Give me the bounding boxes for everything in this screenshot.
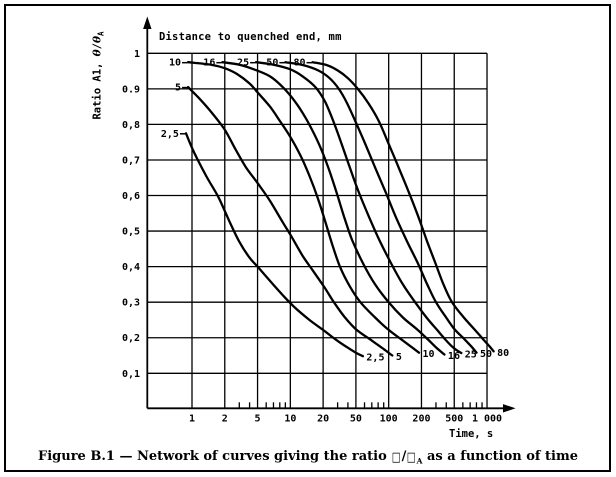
- theta-symbol: θ: [91, 35, 104, 43]
- x-tick-label: 200: [412, 413, 431, 425]
- x-tick-label: 5: [254, 413, 261, 425]
- caption-slash: /: [401, 449, 407, 464]
- x-tick-label: 20: [317, 413, 330, 425]
- curve-25mm: [256, 62, 461, 353]
- curve-2-5mm: [186, 133, 363, 356]
- caption-subscript: A: [416, 456, 423, 466]
- x-tick-label: 10: [284, 413, 297, 425]
- y-tick-label: 0,1: [121, 368, 140, 380]
- figure-caption: [0, 449, 616, 466]
- x-tick-label: 50: [349, 413, 362, 425]
- y-tick-label: 0,2: [121, 333, 140, 345]
- curve-start-label-curve-2-5mm: 2,5: [160, 128, 179, 140]
- curve-end-label-curve-50mm: 50: [479, 349, 493, 361]
- curve-start-label-curve-5mm: 5: [175, 82, 182, 94]
- theta-subscript: A: [96, 31, 106, 36]
- theta-symbol: θ: [91, 49, 104, 57]
- y-axis-arrow: [143, 17, 151, 30]
- curve-end-label-curve-5mm: 5: [395, 352, 402, 364]
- curve-start-label-curve-10mm: 10: [169, 57, 182, 69]
- y-tick-label: 1: [133, 48, 140, 60]
- curve-end-label-curve-16mm: 16: [447, 350, 460, 362]
- x-axis-arrow: [503, 404, 516, 412]
- x-tick-label: 1 000: [471, 413, 503, 425]
- x-axis-title: Time, s: [449, 428, 494, 440]
- curve-end-label-curve-2-5mm: 2,5: [366, 352, 385, 364]
- x-tick-label: 1: [188, 413, 196, 425]
- y-axis-title-text: Ratio A1,: [91, 56, 104, 120]
- curve-16mm: [222, 62, 444, 354]
- x-tick-label: 2: [221, 413, 228, 425]
- caption-text: as a function of time: [422, 449, 578, 464]
- curve-start-label-curve-50mm: 50: [266, 57, 279, 69]
- curve-start-label-curve-25mm: 25: [237, 57, 250, 69]
- curve-end-label-curve-10mm: 10: [422, 349, 435, 361]
- y-tick-label: 0,8: [121, 119, 140, 131]
- curve-50mm: [285, 62, 476, 353]
- plot-header: Distance to quenched end, mm: [159, 31, 342, 43]
- y-tick-label: 0,3: [121, 297, 140, 309]
- y-axis-title: [92, 5, 107, 147]
- curve-start-label-curve-80mm: 80: [293, 57, 306, 69]
- y-tick-label: 0,5: [121, 226, 140, 238]
- missing-glyph-box: □: [392, 450, 401, 465]
- missing-glyph-box: □: [407, 450, 416, 465]
- y-tick-label: 0,6: [121, 191, 140, 203]
- x-tick-label: 500: [445, 413, 464, 425]
- curve-end-label-curve-80mm: 80: [497, 347, 510, 359]
- curve-start-label-curve-16mm: 16: [203, 57, 216, 69]
- y-tick-label: 0,4: [121, 262, 140, 274]
- curve-end-label-curve-25mm: 25: [464, 349, 477, 361]
- x-tick-label: 100: [379, 413, 398, 425]
- y-tick-label: 0,7: [121, 155, 140, 167]
- caption-text: Figure B.1 — Network of curves giving the ratio: [38, 449, 392, 464]
- y-tick-label: 0.9: [121, 84, 140, 96]
- ratio-slash: /: [91, 42, 104, 50]
